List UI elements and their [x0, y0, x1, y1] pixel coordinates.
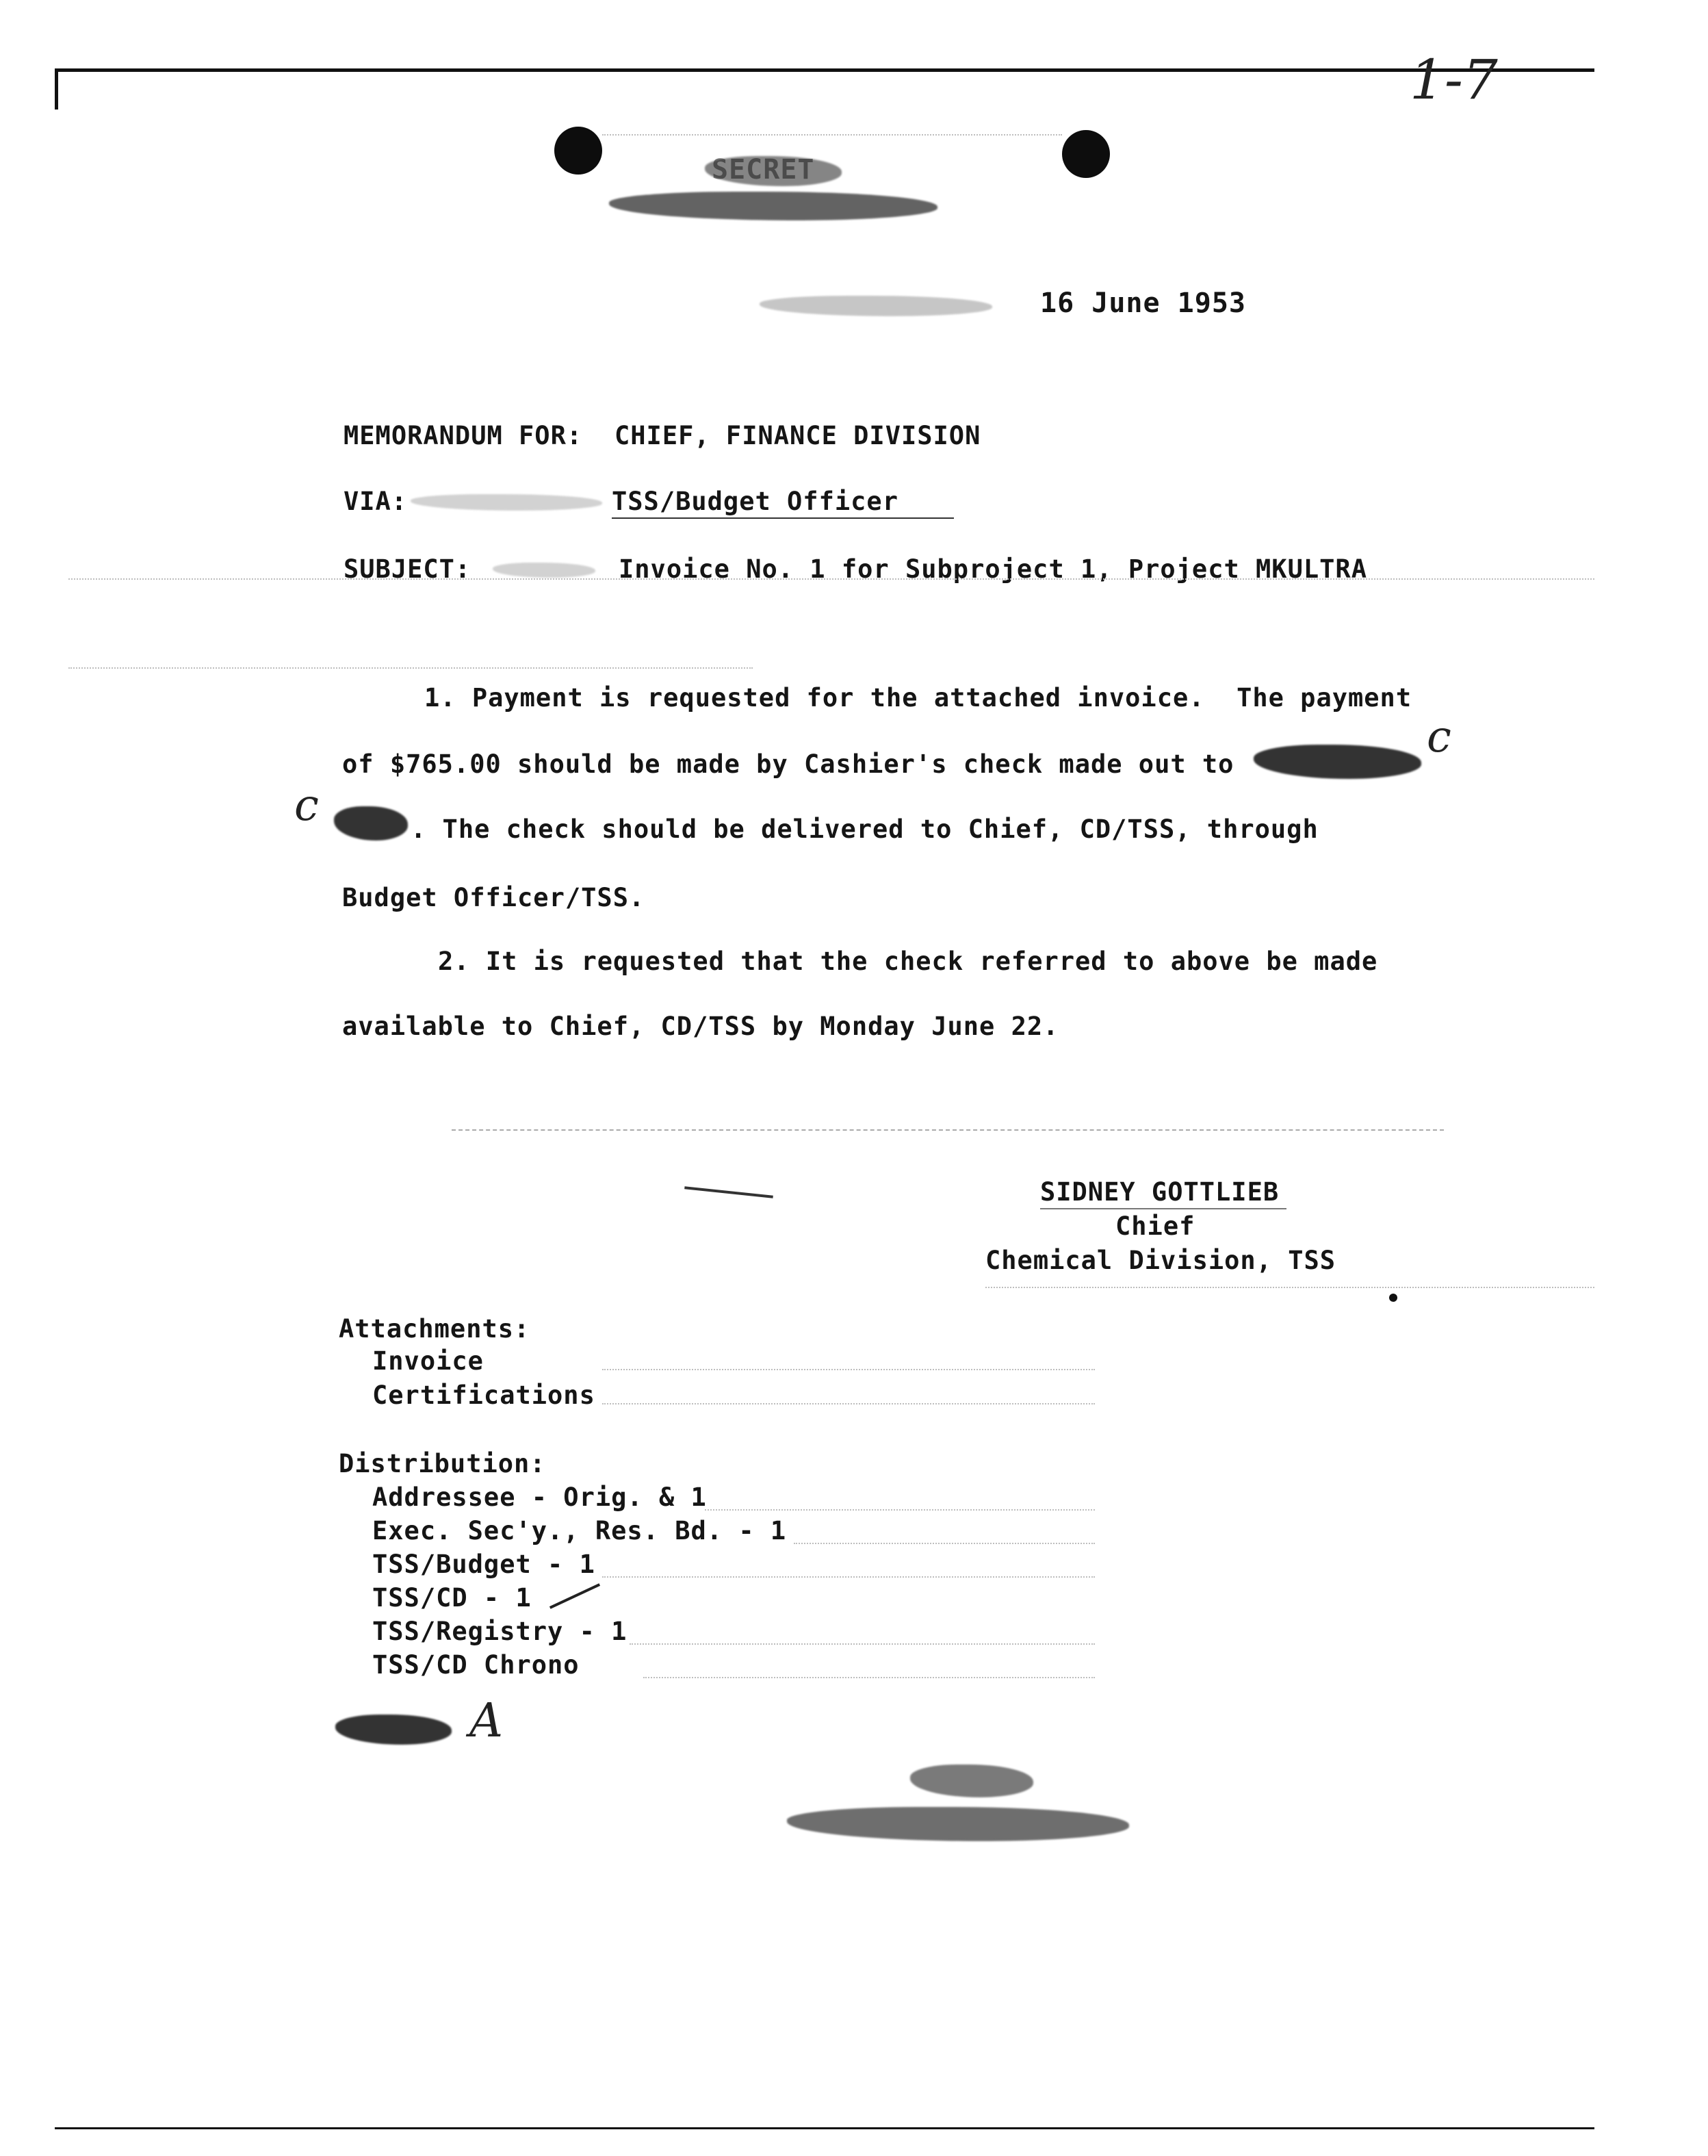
- subject-redaction: [493, 563, 595, 578]
- left-edge-mark: [55, 68, 58, 110]
- distribution-line-1: [705, 1509, 1095, 1511]
- para1-line2: of $765.00 should be made by Cashier's check made out to: [342, 749, 1234, 779]
- punch-connector-line: [602, 134, 1062, 136]
- attachments-line-2: [602, 1403, 1095, 1404]
- memo-subject-value: Invoice No. 1 for Subproject 1, Project MKULTRA: [619, 554, 1367, 584]
- check-mark: [549, 1583, 600, 1608]
- distribution-line-4: [630, 1643, 1095, 1645]
- bottom-edge-line: [55, 2127, 1594, 2129]
- memo-for-value: CHIEF, FINANCE DIVISION: [614, 421, 981, 450]
- signature-unit: Chemical Division, TSS: [985, 1246, 1336, 1275]
- distribution-item: Exec. Sec'y., Res. Bd. - 1: [372, 1516, 787, 1545]
- payee-redaction-1: [1254, 745, 1421, 779]
- distribution-item: TSS/CD - 1: [372, 1583, 532, 1613]
- classification-redaction-bottom-1: [910, 1764, 1033, 1797]
- para2-line2: available to Chief, CD/TSS by Monday June 22.: [342, 1012, 1059, 1041]
- distribution-line-2: [794, 1543, 1095, 1544]
- distribution-item: TSS/CD Chrono: [372, 1650, 580, 1680]
- page-mark: 1-7: [1410, 48, 1498, 112]
- memo-via-value: TSS/Budget Officer: [612, 487, 898, 516]
- distribution-item: Addressee - Orig. & 1: [372, 1483, 707, 1512]
- distribution-item: TSS/Budget - 1: [372, 1550, 595, 1579]
- distribution-line-5: [643, 1677, 1095, 1678]
- classification-redaction-bottom-2: [787, 1807, 1129, 1841]
- para1-line1: 1. Payment is requested for the attached invoice. The payment: [424, 683, 1412, 713]
- distribution-item: TSS/Registry - 1: [372, 1617, 627, 1646]
- bleed-line-1: [68, 578, 1594, 580]
- margin-mark-c2: c: [294, 780, 319, 831]
- distribution-line-3: [602, 1576, 1095, 1578]
- top-edge-line: [55, 68, 1594, 72]
- distribution-heading: Distribution:: [339, 1449, 546, 1478]
- memo-for-label: MEMORANDUM FOR:: [344, 421, 583, 450]
- bleed-line-3: [452, 1129, 1444, 1131]
- attachments-heading: Attachments:: [339, 1314, 530, 1344]
- ink-dot: [1389, 1294, 1397, 1302]
- via-underline: [612, 517, 954, 519]
- para2-line1: 2. It is requested that the check referred to above be made: [438, 947, 1378, 976]
- classification-line-redaction: [609, 192, 937, 220]
- attachment-item: Invoice: [372, 1346, 484, 1376]
- memo-subject-label: SUBJECT:: [344, 554, 471, 584]
- payee-redaction-2: [334, 806, 408, 840]
- bleed-line-2: [68, 667, 753, 669]
- para1-line3: . The check should be delivered to Chief, CD/TSS, through: [411, 814, 1319, 844]
- punch-hole-right: [1062, 130, 1110, 178]
- bleed-line-4: [985, 1287, 1594, 1288]
- pen-stroke: [684, 1186, 773, 1198]
- margin-mark-a: A: [469, 1694, 504, 1748]
- para1-line4: Budget Officer/TSS.: [342, 883, 645, 912]
- punch-hole-left: [554, 127, 602, 175]
- date-prefix-redaction: [760, 296, 992, 316]
- signature-name: SIDNEY GOTTLIEB: [1040, 1177, 1280, 1207]
- memo-via-label: VIA:: [344, 487, 408, 516]
- bottom-left-redaction: [335, 1715, 452, 1745]
- signature-title: Chief: [1115, 1211, 1195, 1241]
- attachment-item: Certifications: [372, 1381, 595, 1410]
- attachments-line-1: [602, 1369, 1095, 1370]
- signature-underline: [1040, 1208, 1286, 1209]
- margin-mark-c1: c: [1427, 712, 1451, 762]
- via-redaction: [411, 494, 602, 511]
- memo-date: 16 June 1953: [1040, 287, 1246, 319]
